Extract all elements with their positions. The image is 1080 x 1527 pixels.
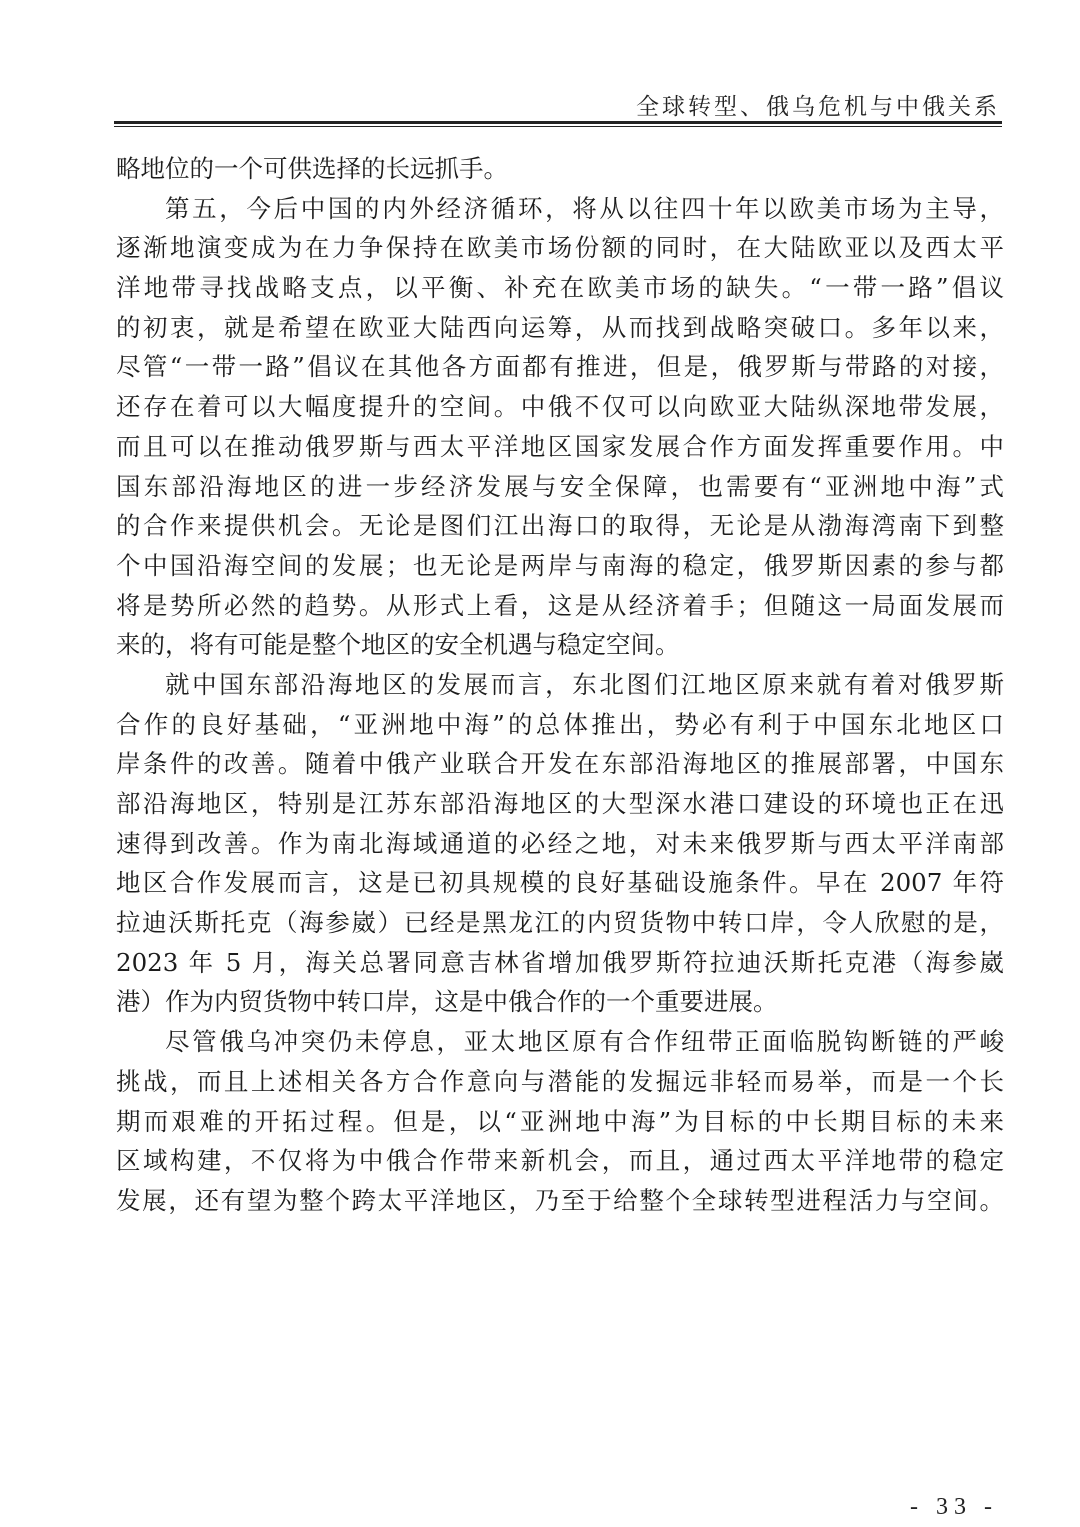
text-line: 第五，今后中国的内外经济循环，将从以往四十年以欧美市场为主导，	[165, 193, 1004, 223]
running-header-title: 全球转型、俄乌危机与中俄关系	[636, 94, 1000, 120]
body-text	[116, 149, 1004, 1221]
text-line: 港）作为内贸货物中转口岸，这是中俄合作的一个重要进展。	[116, 987, 778, 1017]
text-line: 2023 年 5 月，海关总署同意吉林省增加俄罗斯符拉迪沃斯托克港（海参崴	[116, 947, 1004, 977]
text-line: 略地位的一个可供选择的长远抓手。	[116, 154, 508, 183]
text-line: 挑战，而且上述相关各方合作意向与潜能的发掘远非轻而易举，而是一个长	[116, 1066, 1004, 1096]
page-number: - 33 -	[910, 1494, 998, 1520]
header-divider	[114, 121, 1002, 127]
text-line: 合作的良好基础，“亚洲地中海”的总体推出，势必有利于中国东北地区口	[116, 709, 1004, 739]
text-line: 个中国沿海空间的发展；也无论是两岸与南海的稳定，俄罗斯因素的参与都	[116, 550, 1004, 580]
text-line: 逐渐地演变成为在力争保持在欧美市场份额的同时，在大陆欧亚以及西太平	[116, 233, 1004, 263]
text-line: 洋地带寻找战略支点，以平衡、补充在欧美市场的缺失。“一带一路”倡议	[116, 273, 1004, 303]
text-line: 还存在着可以大幅度提升的空间。中俄不仅可以向欧亚大陆纵深地带发展，	[116, 392, 1004, 422]
text-line: 的合作来提供机会。无论是图们江出海口的取得，无论是从渤海湾南下到整	[116, 511, 1004, 541]
text-line: 拉迪沃斯托克（海参崴）已经是黑龙江的内贸货物中转口岸，令人欣慰的是，	[116, 908, 1004, 938]
text-line: 部沿海地区，特别是江苏东部沿海地区的大型深水港口建设的环境也正在迅	[116, 789, 1004, 818]
text-line: 期而艰难的开拓过程。但是，以“亚洲地中海”为目标的中长期目标的未来	[116, 1106, 1004, 1136]
text-line: 速得到改善。作为南北海域通道的必经之地，对未来俄罗斯与西太平洋南部	[116, 828, 1004, 858]
text-line: 将是势所必然的趋势。从形式上看，这是从经济着手；但随这一局面发展而	[116, 590, 1004, 620]
text-line: 的初衷，就是希望在欧亚大陆西向运筹，从而找到战略突破口。多年以来，	[116, 312, 1004, 342]
text-line: 岸条件的改善。随着中俄产业联合开发在东部沿海地区的推展部署，中国东	[116, 749, 1004, 779]
text-line: 尽管俄乌冲突仍未停息，亚太地区原有合作纽带正面临脱钩断链的严峻	[165, 1027, 1004, 1057]
text-line: 区域构建，不仅将为中俄合作带来新机会，而且，通过西太平洋地带的稳定	[116, 1146, 1004, 1176]
text-line: 尽管“一带一路”倡议在其他各方面都有推进，但是，俄罗斯与带路的对接，	[116, 352, 1004, 382]
text-line: 就中国东部沿海地区的发展而言，东北图们江地区原来就有着对俄罗斯	[165, 669, 1004, 699]
text-line: 而且可以在推动俄罗斯与西太平洋地区国家发展合作方面发挥重要作用。中	[116, 431, 1004, 461]
text-line: 国东部沿海地区的进一步经济发展与安全保障，也需要有“亚洲地中海”式	[116, 471, 1004, 501]
text-line: 发展，还有望为整个跨太平洋地区，乃至于给整个全球转型进程活力与空间。	[116, 1185, 1004, 1215]
text-line: 来的，将有可能是整个地区的安全机遇与稳定空间。	[116, 630, 680, 660]
text-line: 地区合作发展而言，这是已初具规模的良好基础设施条件。早在 2007 年符	[116, 868, 1004, 898]
